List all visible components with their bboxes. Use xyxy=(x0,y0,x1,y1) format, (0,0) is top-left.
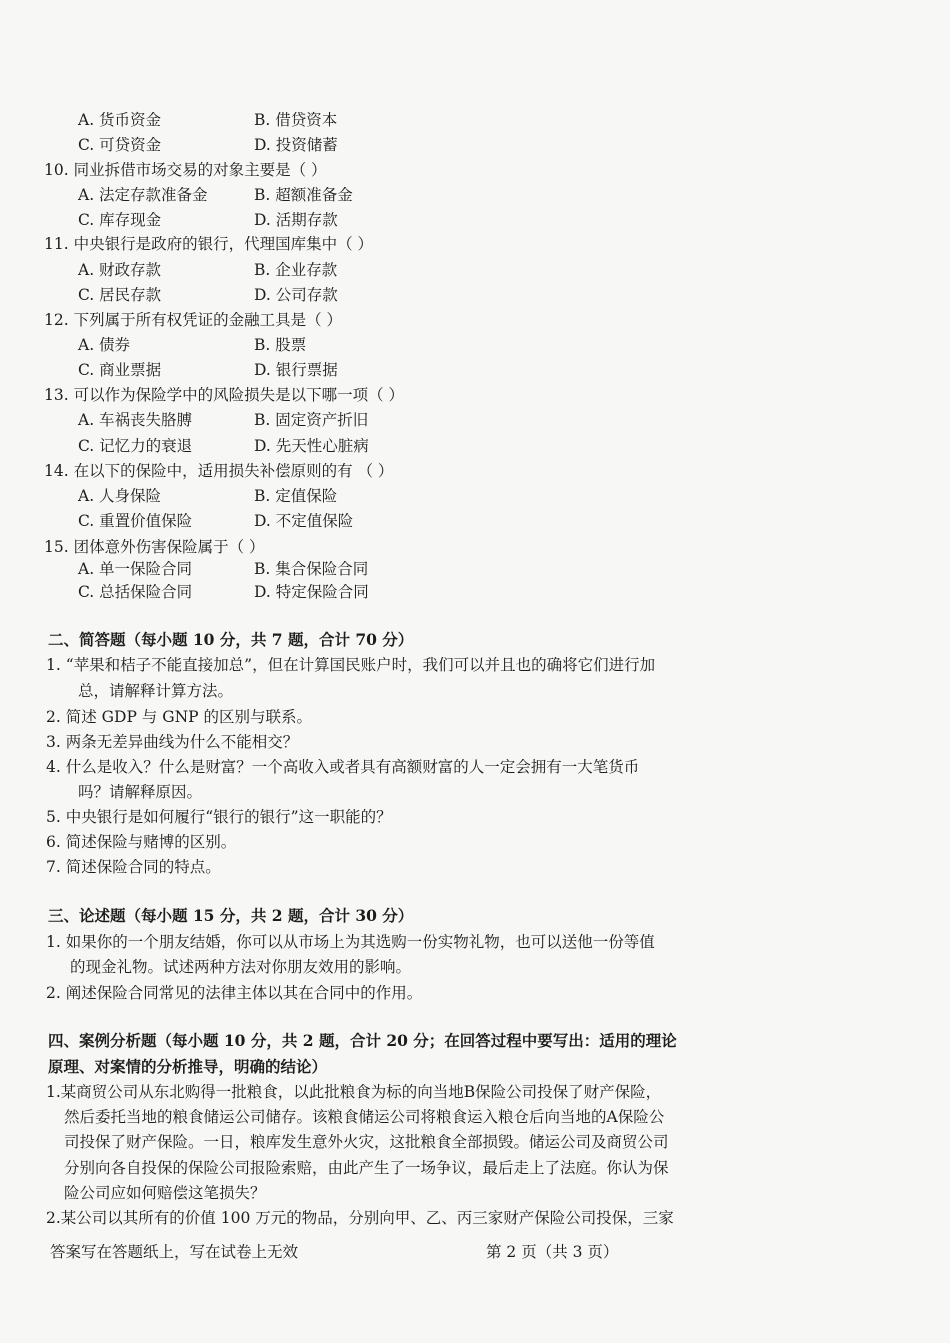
s2-item-7: 7. 简述保险合同的特点。 xyxy=(46,858,221,876)
q14-option-d: D. 不定值保险 xyxy=(254,512,354,530)
s4-item-1-cont-d: 险公司应如何赔偿这笔损失？ xyxy=(64,1184,266,1202)
q15-option-a: A. 单一保险合同 xyxy=(78,560,193,578)
prev-option-a: A. 货币资金 xyxy=(78,111,162,129)
s2-item-4-cont: 吗？请解释原因。 xyxy=(78,783,203,801)
q13-option-b: B. 固定资产折旧 xyxy=(254,411,369,429)
question-15: 15. 团体意外伤害保险属于（ ） xyxy=(44,538,265,556)
question-14: 14. 在以下的保险中，适用损失补偿原则的有 （ ） xyxy=(44,462,394,480)
s3-item-2: 2. 阐述保险合同常见的法律主体以其在合同中的作用。 xyxy=(46,984,423,1002)
section-4-title-line2: 原理、对案情的分析推导，明确的结论） xyxy=(48,1057,328,1076)
q14-option-b: B. 定值保险 xyxy=(254,487,338,505)
q15-option-c: C. 总括保险合同 xyxy=(78,583,193,601)
s2-item-1-cont: 总，请解释计算方法。 xyxy=(78,682,234,700)
question-10: 10. 同业拆借市场交易的对象主要是（ ） xyxy=(44,161,327,179)
section-4-title-line1: 四、案例分析题（每小题 10 分，共 2 题，合计 20 分；在回答过程中要写出：适用的理论 xyxy=(48,1031,677,1050)
s4-item-1-cont-b: 司投保了财产保险。一日，粮库发生意外火灾，这批粮食全部损毁。储运公司及商贸公司 xyxy=(64,1133,669,1151)
prev-option-b: B. 借贷资本 xyxy=(254,111,338,129)
s2-item-5: 5. 中央银行是如何履行“银行的银行”这一职能的？ xyxy=(46,808,392,826)
q11-option-c: C. 居民存款 xyxy=(78,286,162,304)
q15-option-b: B. 集合保险合同 xyxy=(254,560,369,578)
s2-item-6: 6. 简述保险与赌博的区别。 xyxy=(46,833,237,851)
s4-item-1-cont-a: 然后委托当地的粮食储运公司储存。该粮食储运公司将粮食运入粮仓后向当地的A保险公 xyxy=(64,1108,665,1126)
s2-item-1: 1. “苹果和桔子不能直接加总”，但在计算国民账户时，我们可以并且也的确将它们进行加 xyxy=(46,656,656,674)
q13-option-d: D. 先天性心脏病 xyxy=(254,437,369,455)
q11-option-a: A. 财政存款 xyxy=(78,261,162,279)
prev-option-d: D. 投资储蓄 xyxy=(254,136,338,154)
question-11: 11. 中央银行是政府的银行，代理国库集中（ ） xyxy=(44,235,374,253)
q14-option-c: C. 重置价值保险 xyxy=(78,512,193,530)
s2-item-2: 2. 简述 GDP 与 GNP 的区别与联系。 xyxy=(46,708,313,726)
q12-option-c: C. 商业票据 xyxy=(78,361,162,379)
q11-option-b: B. 企业存款 xyxy=(254,261,338,279)
s4-item-1-cont-c: 分别向各自投保的保险公司报险索赔，由此产生了一场争议，最后走上了法庭。你认为保 xyxy=(64,1159,669,1177)
prev-option-c: C. 可贷资金 xyxy=(78,136,162,154)
q12-option-b: B. 股票 xyxy=(254,336,307,354)
q13-option-a: A. 车祸丧失胳膊 xyxy=(78,411,193,429)
q12-option-a: A. 债券 xyxy=(78,336,131,354)
q10-option-c: C. 库存现金 xyxy=(78,211,162,229)
page-number: 第 2 页（共 3 页） xyxy=(486,1243,619,1261)
q10-option-b: B. 超额准备金 xyxy=(254,186,353,204)
s2-item-3: 3. 两条无差异曲线为什么不能相交？ xyxy=(46,733,299,751)
question-12: 12. 下列属于所有权凭证的金融工具是（ ） xyxy=(44,311,343,329)
q15-option-d: D. 特定保险合同 xyxy=(254,583,369,601)
s4-item-1: 1.某商贸公司从东北购得一批粮食，以此批粮食为标的向当地B保险公司投保了财产保险， xyxy=(46,1083,662,1101)
q13-option-c: C. 记忆力的衰退 xyxy=(78,437,193,455)
q12-option-d: D. 银行票据 xyxy=(254,361,338,379)
q11-option-d: D. 公司存款 xyxy=(254,286,338,304)
q10-option-a: A. 法定存款准备金 xyxy=(78,186,208,204)
section-3-title: 三、论述题（每小题 15 分，共 2 题，合计 30 分） xyxy=(48,906,414,925)
s4-item-2: 2.某公司以其所有的价值 100 万元的物品，分别向甲、乙、丙三家财产保险公司投保，三家 xyxy=(46,1209,674,1227)
section-2-title: 二、简答题（每小题 10 分，共 7 题，合计 70 分） xyxy=(48,630,414,649)
s3-item-1: 1. 如果你的一个朋友结婚，你可以从市场上为其选购一份实物礼物，也可以送他一份等值 xyxy=(46,933,655,951)
s2-item-4: 4. 什么是收入？什么是财富？一个高收入或者具有高额财富的人一定会拥有一大笔货币 xyxy=(46,758,640,776)
s3-item-1-cont: 的现金礼物。试述两种方法对你朋友效用的影响。 xyxy=(70,958,412,976)
footer-note: 答案写在答题纸上，写在试卷上无效 xyxy=(50,1243,299,1261)
q14-option-a: A. 人身保险 xyxy=(78,487,162,505)
q10-option-d: D. 活期存款 xyxy=(254,211,338,229)
question-13: 13. 可以作为保险学中的风险损失是以下哪一项（ ） xyxy=(44,386,405,404)
